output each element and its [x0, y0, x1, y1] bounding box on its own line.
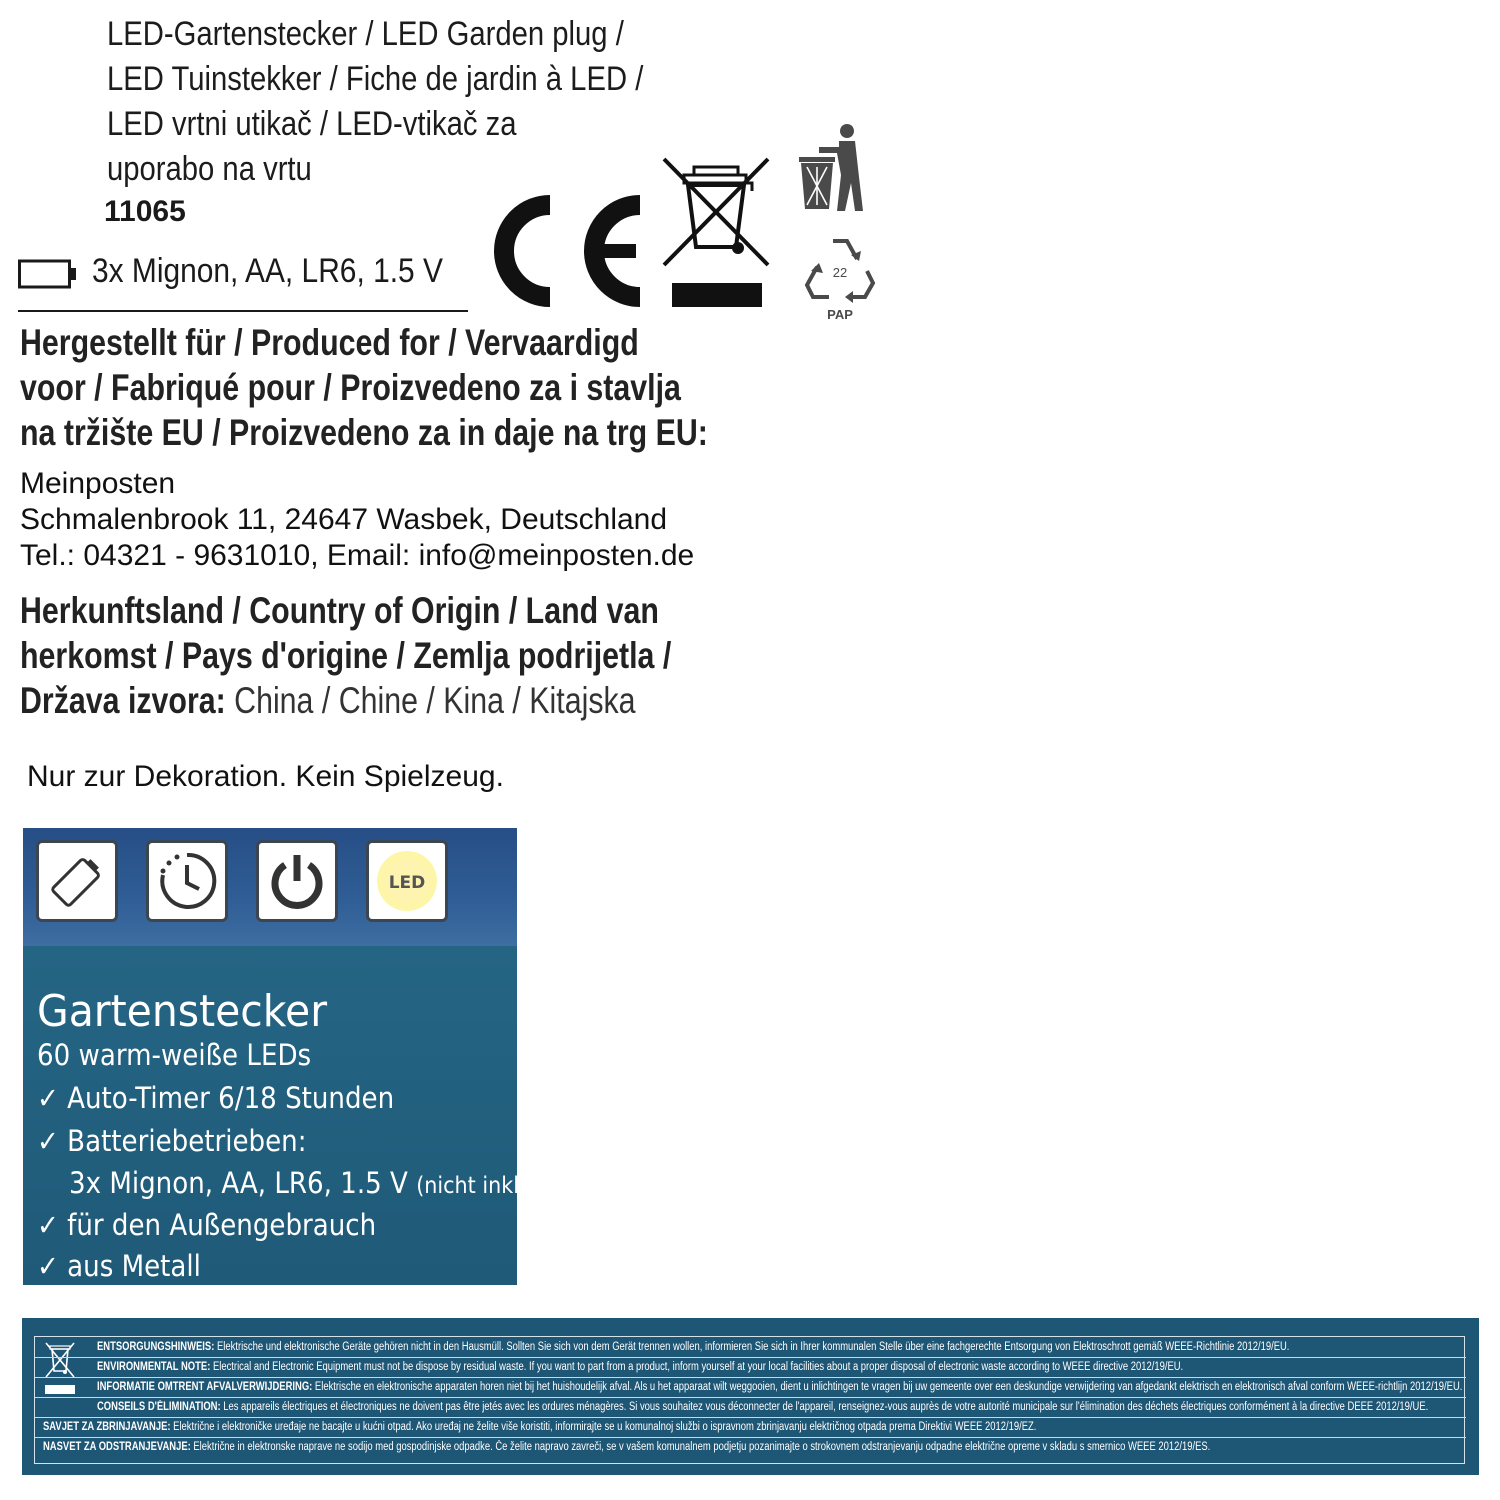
feature-auto-timer: ✓ Auto-Timer 6/18 Stunden	[37, 1081, 395, 1115]
disposal-notice	[22, 1318, 1479, 1475]
product-title: Gartenstecker	[37, 986, 328, 1037]
dispose-in-bin-icon	[797, 123, 867, 220]
disposal-label-de: ENTSORGUNGSHINWEIS:	[97, 1341, 215, 1353]
origin-line-3	[20, 678, 636, 723]
feature-icon-strip	[23, 828, 517, 946]
divider	[35, 1377, 1466, 1378]
produced-for-line-2: voor / Fabriqué pour / Proizvedeno za i stavlja	[20, 367, 681, 408]
title-line-2: LED Tuinstekker / Fiche de jardin à LED /	[107, 60, 644, 98]
company-street: Schmalenbrook 11, 24647 Wasbek, Deutschland	[20, 503, 668, 536]
feature-outdoor: ✓ für den Außengebrauch	[37, 1208, 377, 1242]
disposal-note-nl	[97, 1381, 1462, 1393]
company-contact: Tel.: 04321 - 9631010, Email: info@meinposten.de	[20, 539, 695, 572]
produced-for-line-3: na tržište EU / Proizvedeno za in daje na trg EU:	[20, 412, 708, 453]
article-number: 11065	[104, 195, 186, 228]
battery-detail-text: 3x Mignon, AA, LR6, 1.5 V	[69, 1166, 408, 1200]
battery-text: 3x Mignon, AA, LR6, 1.5 V	[92, 252, 443, 290]
divider	[18, 310, 468, 312]
divider	[35, 1397, 1466, 1398]
feature-battery: ✓ Batteriebetrieben:	[37, 1124, 307, 1158]
disposal-text-sl: Električne in elektronske naprave ne sodijo med gospodinjske odpadke. Če želite napravo zavreči, se v vašem komunalnem podjetju pozanimajte o strokovnem odstranjevanju odpadne električne opreme v skladu s smernico WEEE 2012/19/ES.	[190, 1441, 1211, 1453]
timer-icon	[146, 840, 228, 922]
battery-icon	[36, 840, 118, 922]
divider	[35, 1437, 1466, 1438]
origin-line-2: herkomst / Pays d'origine / Zemlja podrijetla /	[20, 635, 672, 676]
origin-line-1: Herkunftsland / Country of Origin / Land van	[20, 590, 659, 631]
disposal-text-de: Elektrische und elektronische Geräte gehören nicht in den Hausmüll. Sollten Sie sich von dem Gerät trennen wollen, informieren Sie sich in Ihrer kommunalen Stelle über eine fachgerechte Entsorgung von Elektroschrott gemäß WEEE-Richtlinie 2012/19/EU.	[214, 1341, 1290, 1353]
disposal-note-fr	[97, 1401, 1428, 1413]
origin-value: China / Chine / Kina / Kitajska	[225, 680, 636, 721]
crossed-out-wheelie-bin-icon	[660, 155, 775, 315]
disposal-label-nl: INFORMATIE OMTRENT AFVALVERWIJDERING:	[97, 1381, 313, 1393]
decoration-note: Nur zur Dekoration. Kein Spielzeug.	[27, 760, 504, 793]
power-icon	[256, 840, 338, 922]
disposal-label-hr: SAVJET ZA ZBRINJAVANJE:	[43, 1421, 171, 1433]
origin-label: Država izvora:	[20, 680, 226, 721]
disposal-note-hr	[43, 1421, 1036, 1433]
recycle-code: PAP	[827, 307, 853, 322]
recycling-icon	[803, 233, 877, 330]
disposal-note-sl	[43, 1441, 1210, 1453]
disposal-frame	[34, 1336, 1465, 1464]
product-subtitle: 60 warm-weiße LEDs	[37, 1038, 312, 1072]
led-label: LED	[388, 873, 426, 893]
disposal-label-fr: CONSEILS D'ÉLIMINATION:	[97, 1401, 221, 1413]
divider	[35, 1357, 1466, 1358]
ce-mark-icon	[488, 195, 648, 312]
disposal-text-fr: Les appareils électriques et électroniques ne doivent pas être jetés avec les ordures ménagères. Si vous souhaitez vous déconnecter de l'appareil, renseignez-vous auprès de votre autorité municipale sur l'élimination des déchets électriques conformément à la directive DEEE 2012/19/UE.	[220, 1401, 1429, 1413]
divider	[35, 1417, 1466, 1418]
crossed-out-wheelie-bin-icon	[43, 1341, 77, 1402]
battery-spec	[18, 250, 468, 314]
title-line-3: LED vrtni utikač / LED-vtikač za	[107, 105, 517, 143]
disposal-label-en: ENVIRONMENTAL NOTE:	[97, 1361, 211, 1373]
title-line-4: uporabo na vrtu	[107, 150, 312, 188]
disposal-text-nl: Elektrische en elektronische apparaten horen niet bij het huishoudelijk afval. Als u het apparaat wilt weggooien, dient u inlichtingen te vragen bij uw gemeente over een deskundige verwijdering van afgedankt elektrisch en elektronisch afval conform WEEE-richtlijn 2012/19/EU.	[312, 1381, 1463, 1393]
product-box	[23, 828, 534, 1285]
feature-metal: ✓ aus Metall	[37, 1249, 201, 1283]
recycle-number: 22	[832, 265, 848, 280]
disposal-note-en	[97, 1361, 1183, 1373]
battery-not-included: (nicht inkl.)	[416, 1173, 534, 1199]
disposal-text-hr: Električne i elektroničke uređaje ne bacajte u kućni otpad. Ako uređaj ne želite više koristiti, informirajte se u komunalnoj službi o ispravnom zbrinjavanju električnog otpada prema Direktivi WEEE 2012/19/EZ.	[170, 1421, 1037, 1433]
produced-for-line-1: Hergestellt für / Produced for / Vervaardigd	[20, 322, 639, 363]
product-text-panel	[23, 946, 534, 1285]
disposal-text-en: Electrical and Electronic Equipment must not be dispose by residual waste. If you want to part from a product, inform yourself at your local facilities about a proper disposal of electronic waste according to WEEE directive 2012/19/EU.	[210, 1361, 1184, 1373]
battery-icon	[18, 258, 78, 295]
title-line-1: LED-Gartenstecker / LED Garden plug /	[107, 15, 624, 53]
disposal-label-sl: NASVET ZA ODSTRANJEVANJE:	[43, 1441, 191, 1453]
company-name: Meinposten	[20, 467, 176, 500]
feature-battery-detail	[69, 1166, 534, 1200]
disposal-note-de	[97, 1341, 1289, 1353]
led-bulb-icon	[366, 840, 448, 922]
